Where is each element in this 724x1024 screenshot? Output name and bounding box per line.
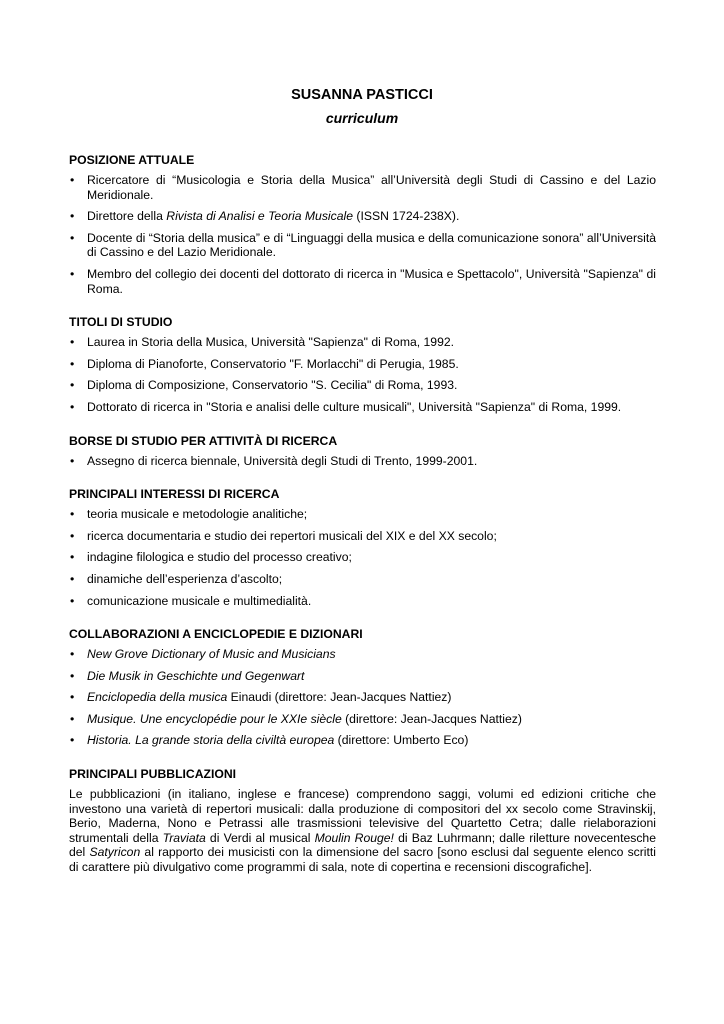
text-run: (direttore: Umberto Eco) (334, 733, 469, 748)
section-heading: COLLABORAZIONI A ENCICLOPEDIE E DIZIONARI (69, 627, 363, 642)
work-title: Satyricon (89, 845, 141, 860)
list-item: • comunicazione musicale e multimedialità. (69, 594, 656, 609)
work-title: Musique. Une encyclopédie pour le XXIe siècle (87, 711, 342, 726)
pubblicazioni-paragraph (69, 787, 656, 875)
list-item: • dinamiche dell’esperienza d’ascolto; (69, 572, 656, 587)
bullet-list (69, 647, 656, 748)
journal-title: Rivista di Analisi e Teoria Musicale (166, 209, 353, 224)
work-title: Die Musik in Geschichte und Gegenwart (87, 668, 305, 683)
work-title: Historia. La grande storia della civiltà europea (87, 733, 335, 748)
list-item: • Membro del collegio dei docenti del dottorato di ricerca in "Musica e Spettacolo", Università "Sapienza" di Roma. (69, 267, 656, 296)
section-interessi-di-ricerca (69, 487, 656, 608)
list-item (69, 209, 656, 224)
text-run: di Verdi al musical (205, 830, 315, 845)
section-heading: PRINCIPALI INTERESSI DI RICERCA (69, 487, 280, 502)
text-run: (ISSN 1724-238X). (353, 209, 460, 224)
list-item: • ricerca documentaria e studio dei repertori musicali del XIX e del XX secolo; (69, 529, 656, 544)
section-heading: PRINCIPALI PUBBLICAZIONI (69, 767, 237, 782)
text-run: Einaudi (direttore: Jean-Jacques Nattiez) (227, 690, 452, 705)
list-item: • Ricercatore di “Musicologia e Storia della Musica” all’Università degli Studi di Cassino e del Lazio Meridionale. (69, 173, 656, 202)
cv-name: SUSANNA PASTICCI (291, 87, 433, 103)
section-titoli-di-studio (69, 315, 656, 414)
list-item: • teoria musicale e metodologie analitiche; (69, 507, 656, 522)
list-item: • indagine filologica e studio del processo creativo; (69, 550, 656, 565)
text-run: di Baz Luhrmann; dalle riletture novecentesche del (69, 830, 656, 860)
list-item: • Diploma di Composizione, Conservatorio "S. Cecilia" di Roma, 1993. (69, 378, 656, 393)
text-run: al rapporto dei musicisti con la dimensione del sacro [sono esclusi dal seguente elenco scritti di carattere più divulgativo come programmi di sala, note di copertina e recensioni discografiche]. (69, 845, 656, 875)
work-title: Enciclopedia della musica (87, 690, 228, 705)
list-item (69, 690, 656, 705)
section-collaborazioni (69, 627, 656, 748)
section-posizione-attuale (69, 153, 656, 296)
list-item (69, 647, 656, 662)
work-title: Traviata (162, 830, 206, 845)
text-run: Le pubblicazioni (in italiano, inglese e francese) comprendono saggi, volumi ed edizioni critiche che investono una varietà di repertori musicali: dalla produzione di compositori del xx secolo come Stravinskij, Berio, Maderna, Nono e Petrassi alle trasmissioni televisive del Quartetto Cetra; dalle rielaborazioni strumentali della (69, 787, 656, 845)
section-pubblicazioni (69, 767, 656, 875)
section-heading: TITOLI DI STUDIO (69, 315, 173, 330)
work-title: New Grove Dictionary of Music and Musicians (87, 647, 336, 662)
bullet-list (69, 173, 656, 296)
list-item (69, 669, 656, 684)
text-run: Direttore della (87, 209, 167, 224)
cv-subtitle: curriculum (325, 110, 399, 126)
bullet-list (69, 335, 656, 414)
list-item: • Assegno di ricerca biennale, Università degli Studi di Trento, 1999-2001. (69, 454, 656, 469)
list-item: • Docente di “Storia della musica” e di “Linguaggi della musica e della comunicazione sonora” all’Università di Cassino e del Lazio Meridionale. (69, 231, 656, 260)
section-heading: BORSE DI STUDIO PER ATTIVITÀ DI RICERCA (69, 433, 338, 448)
bullet-list (69, 454, 656, 469)
list-item: • Diploma di Pianoforte, Conservatorio "F. Morlacchi" di Perugia, 1985. (69, 357, 656, 372)
list-item (69, 733, 656, 748)
list-item: • Laurea in Storia della Musica, Università "Sapienza" di Roma, 1992. (69, 335, 656, 350)
cv-content (69, 153, 656, 894)
section-borse-di-studio (69, 434, 656, 469)
text-run: (direttore: Jean-Jacques Nattiez) (341, 711, 522, 726)
section-heading: POSIZIONE ATTUALE (69, 153, 195, 167)
list-item (69, 712, 656, 727)
work-title: Moulin Rouge! (314, 830, 394, 845)
list-item: • Dottorato di ricerca in "Storia e analisi delle culture musicali", Università "Sapienza" di Roma, 1999. (69, 400, 656, 415)
bullet-list (69, 507, 656, 608)
